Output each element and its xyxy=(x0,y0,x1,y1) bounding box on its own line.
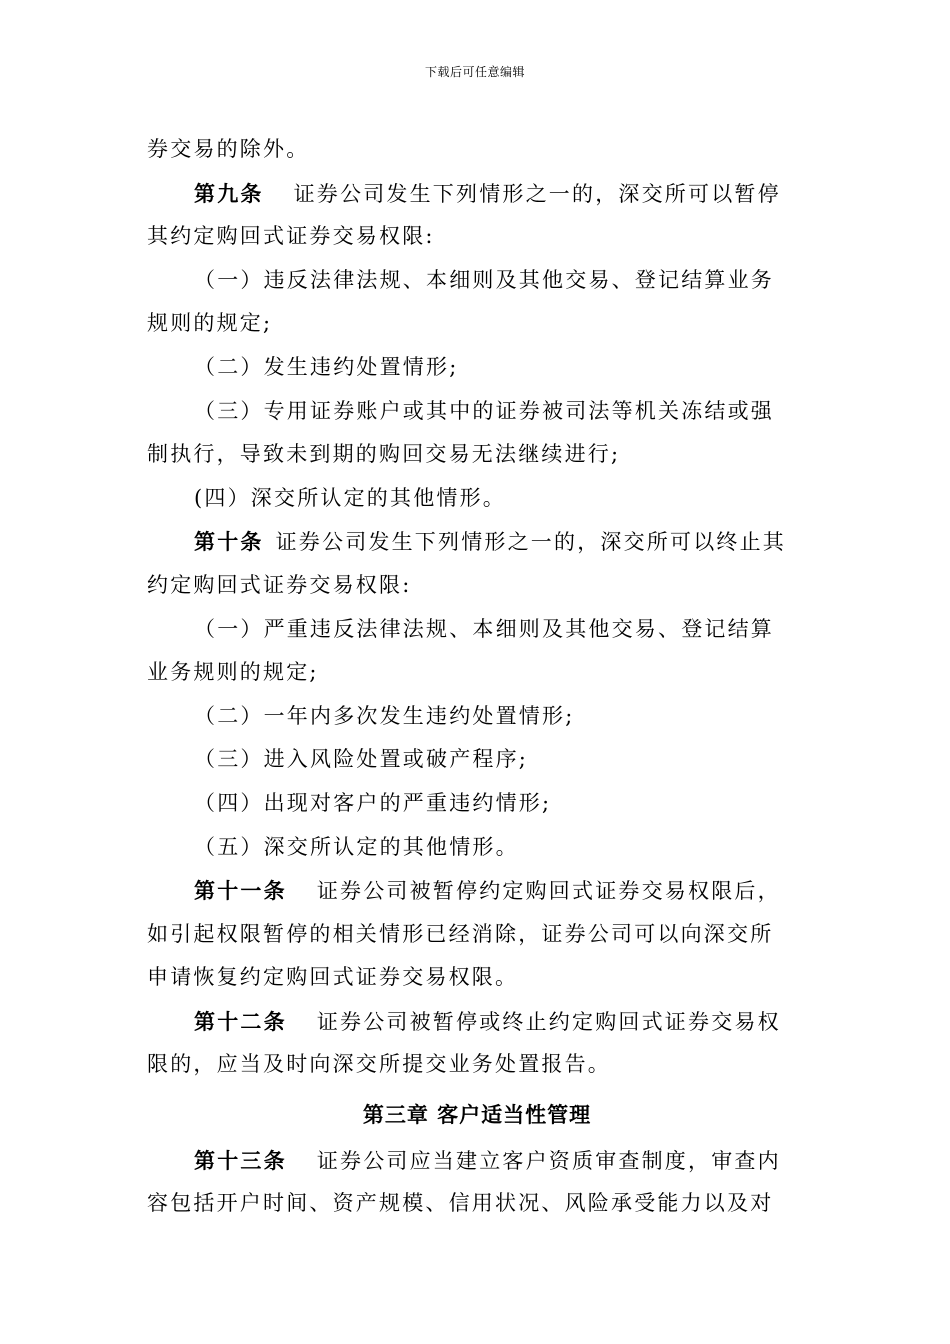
article-9-line xyxy=(147,172,807,216)
article-10-line xyxy=(147,520,807,564)
document-body xyxy=(147,128,807,1226)
text-line: 容包括开户时间、资产规模、信用状况、风险承受能力以及对 xyxy=(147,1191,774,1216)
article-9-text: 证券公司发生下列情形之一的，深交所可以暂停 xyxy=(293,181,781,206)
article-12-text: 证券公司被暂停或终止约定购回式证券交易权 xyxy=(316,1009,781,1034)
text-line: 券交易的除外。 xyxy=(147,137,310,161)
article-10-title: 第十条 xyxy=(194,529,264,555)
text-line: 规则的规定; xyxy=(147,311,273,336)
article-13-line xyxy=(147,1139,807,1183)
text-line: 限的，应当及时向深交所提交业务处置报告。 xyxy=(147,1052,611,1077)
article-9-title: 第九条 xyxy=(194,180,264,206)
text-line: 业务规则的规定; xyxy=(147,660,319,685)
text-line: 申请恢复约定购回式证券交易权限。 xyxy=(147,965,519,990)
text-line: 如引起权限暂停的相关情形已经消除，证券公司可以向深交所 xyxy=(147,921,774,946)
list-item: （三）进入风险处置或破产程序; xyxy=(194,747,529,772)
list-item: （五）深交所认定的其他情形。 xyxy=(194,834,519,859)
text-line: 其约定购回式证券交易权限: xyxy=(147,224,435,249)
text-line: 约定购回式证券交易权限: xyxy=(147,572,412,597)
article-12-line xyxy=(147,1000,807,1044)
list-item: （二）一年内多次发生违约处置情形; xyxy=(194,703,575,728)
list-item: （三）专用证券账户或其中的证券被司法等机关冻结或强 xyxy=(194,398,774,423)
article-11-title: 第十一条 xyxy=(194,878,287,904)
article-11-line xyxy=(147,869,807,913)
list-item: （一）违反法律法规、本细则及其他交易、登记结算业务 xyxy=(194,267,774,292)
chapter-heading: 第三章 客户适当性管理 xyxy=(362,1102,592,1128)
list-item: （一）严重违反法律法规、本细则及其他交易、登记结算 xyxy=(194,616,774,641)
article-13-title: 第十三条 xyxy=(194,1147,287,1173)
article-13-text: 证券公司应当建立客户资质审查制度，审查内 xyxy=(316,1148,781,1173)
list-item: （四）出现对客户的严重违约情形; xyxy=(194,790,552,815)
text-line: 制执行，导致未到期的购回交易无法继续进行; xyxy=(147,442,621,467)
page-header: 下载后可任意编辑 xyxy=(424,65,525,79)
list-item: (四）深交所认定的其他情形。 xyxy=(194,485,506,510)
article-11-text: 证券公司被暂停约定购回式证券交易权限后， xyxy=(316,879,781,904)
article-10-text: 证券公司发生下列情形之一的，深交所可以终止其 xyxy=(275,530,787,555)
list-item: （二）发生违约处置情形; xyxy=(194,354,459,379)
article-12-title: 第十二条 xyxy=(194,1008,287,1034)
